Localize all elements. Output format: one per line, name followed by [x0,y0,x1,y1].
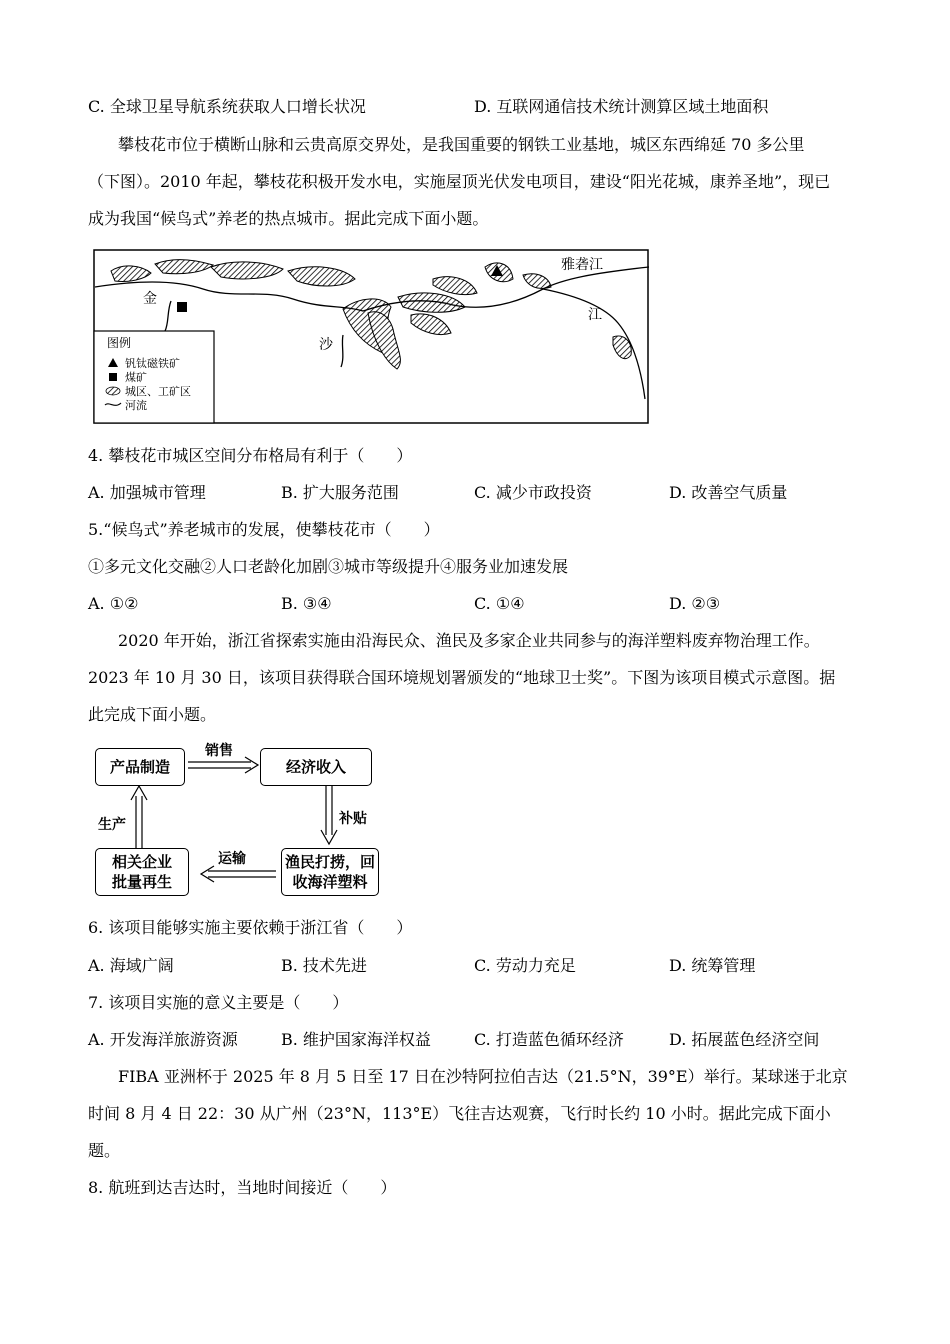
q6-stem: 6. 该项目能够实施主要依赖于浙江省（ ） [88,918,413,937]
box-economic-income [260,748,372,786]
q4-option-d: D. 改善空气质量 [669,483,788,502]
box-enterprises-recycle [95,848,189,896]
q5-option-c: C. ①④ [474,594,525,613]
map-label-yalong: 雅砻江 [561,257,603,273]
box2-label: 经济收入 [285,758,346,776]
box4-label-line2: 批量再生 [111,873,172,891]
box-product-manufacturing [95,748,185,786]
q7-option-b: B. 维护国家海洋权益 [281,1030,431,1049]
q6-option-b: B. 技术先进 [281,956,367,975]
passage3-line3: 题。 [88,1141,121,1160]
q4-stem: 4. 攀枝花市城区空间分布格局有利于（ ） [88,446,413,465]
q4-option-b: B. 扩大服务范围 [281,483,399,502]
q6-option-c: C. 劳动力充足 [474,956,576,975]
label-produce: 生产 [98,817,126,833]
label-sales: 销售 [205,743,233,759]
label-transport: 运输 [218,851,246,867]
map-label-jin: 金 [143,291,157,307]
box-fishermen-collect-plastic [281,848,379,896]
q6-option-d: D. 统筹管理 [669,956,756,975]
box1-label: 产品制造 [109,758,170,776]
q6-option-a: A. 海域广阔 [88,956,174,975]
q5-stem: 5.“候鸟式”养老城市的发展，使攀枝花市（ ） [88,520,440,539]
coal-mine-icon [177,302,187,312]
q5-option-b: B. ③④ [281,594,332,613]
legend-coal: 煤矿 [125,371,147,384]
map-label-jiang: 江 [588,307,602,323]
box4-label-line1: 相关企业 [111,853,172,871]
q7-option-c: C. 打造蓝色循环经济 [474,1030,624,1049]
q7-stem: 7. 该项目实施的意义主要是（ ） [88,993,349,1012]
passage1-line1: 攀枝花市位于横断山脉和云贵高原交界处，是我国重要的钢铁工业基地，城区东西绵延 70 多公里 [118,135,805,154]
panzhihua-map [93,249,649,424]
plastic-recycling-flow-diagram [93,740,393,900]
q3-option-d: D. 互联网通信技术统计测算区域土地面积 [474,97,769,116]
passage2-line2: 2023 年 10 月 30 日，该项目获得联合国环境规划署颁发的“地球卫士奖”。下图为该项目模式示意图。据 [88,668,836,687]
legend-urban: 城区、工矿区 [125,385,191,398]
q4-option-c: C. 减少市政投资 [474,483,592,502]
passage1-line3: 成为我国“候鸟式”养老的热点城市。据此完成下面小题。 [88,209,489,228]
q7-option-a: A. 开发海洋旅游资源 [88,1030,238,1049]
legend-title: 图例 [107,336,132,350]
q5-option-d: D. ②③ [669,594,721,613]
box3-label-line2: 收海洋塑料 [292,873,368,891]
passage2-line3: 此完成下面小题。 [88,705,217,724]
legend-magnetite: 钒钛磁铁矿 [125,357,180,370]
map-label-sha: 沙 [319,337,333,353]
legend-river: 河流 [125,399,147,412]
map-legend [94,331,214,423]
q4-option-a: A. 加强城市管理 [88,483,206,502]
passage3-line1: FIBA 亚洲杯于 2025 年 8 月 5 日至 17 日在沙特阿拉伯吉达（21.5°N，39°E）举行。某球迷于北京 [118,1067,848,1086]
transport-arrow [201,866,276,882]
legend-coal-icon [109,373,117,381]
legend-urban-icon [106,387,120,395]
q5-items: ①多元文化交融②人口老龄化加剧③城市等级提升④服务业加速发展 [88,557,569,576]
subsidy-arrow [321,786,337,844]
label-subsidy: 补贴 [339,811,367,827]
q7-option-d: D. 拓展蓝色经济空间 [669,1030,820,1049]
passage3-line2: 时间 8 月 4 日 22：30 从广州（23°N，113°E）飞往吉达观赛，飞行时长约 10 小时。据此完成下面小 [88,1104,831,1123]
produce-arrow [131,786,147,848]
passage2-line1: 2020 年开始，浙江省探索实施由沿海民众、渔民及多家企业共同参与的海洋塑料废弃物治理工作。 [118,631,820,650]
q8-stem: 8. 航班到达吉达时，当地时间接近（ ） [88,1178,397,1197]
passage1-line2: （下图）。2010 年起，攀枝花积极开发水电，实施屋顶光伏发电项目，建设“阳光花城，康养圣地”，现已 [88,172,831,191]
q5-option-a: A. ①② [88,594,139,613]
q3-option-c: C. 全球卫星导航系统获取人口增长状况 [88,97,366,116]
box3-label-line1: 渔民打捞，回 [284,853,375,871]
